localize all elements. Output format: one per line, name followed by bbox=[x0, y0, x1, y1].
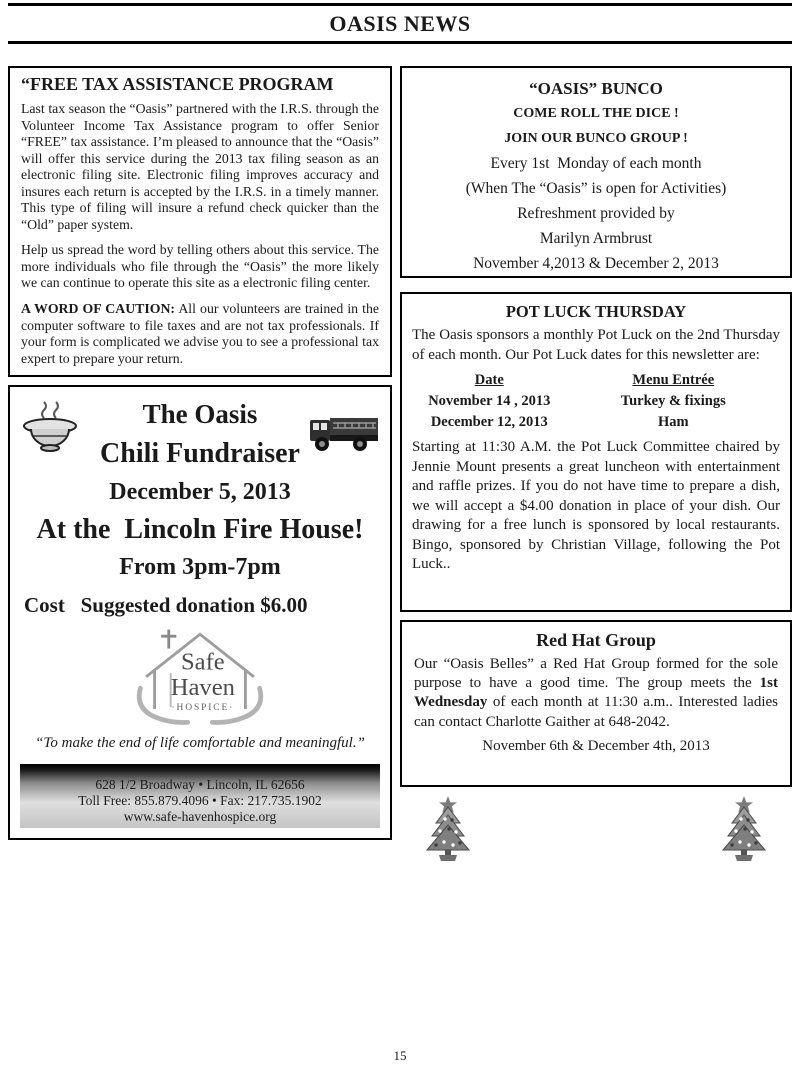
chili-fundraiser-ad bbox=[8, 385, 392, 840]
hospice-tagline: “To make the end of life comfortable and meaningful.” bbox=[35, 735, 365, 752]
potluck-menu-1: Turkey & fixings bbox=[620, 393, 726, 409]
logo-word-hospice: ·HOSPICE· bbox=[171, 703, 235, 714]
hospice-contact-band bbox=[20, 764, 380, 828]
potluck-body: Starting at 11:30 A.M. the Pot Luck Committee chaired by Jennie Mount presents a great luncheon with entertainment and raffle prizes. If you do not have time to prepare a dish, we will accept a $4.00 donation in place of your dish. Our drawing for a free lunch is sponsored by local restaurants. Bingo, sponsored by Christian Village, following the Pot Luck.. bbox=[412, 439, 780, 572]
safe-haven-logo bbox=[24, 622, 376, 733]
masthead bbox=[8, 3, 792, 44]
tree-decorations bbox=[400, 795, 792, 866]
bunco-line-host: Marilyn Armbrust bbox=[539, 230, 653, 247]
redhat-body-post: of each month at 11:30 a.m.. Interested ladies can contact Charlotte Gaither at 648-2042. bbox=[414, 694, 778, 730]
chili-line-title: Chili Fundraiser bbox=[100, 438, 300, 470]
potluck-date-2: December 12, 2013 bbox=[430, 414, 548, 430]
newsletter-title: OASIS NEWS bbox=[329, 11, 471, 36]
potluck-intro: The Oasis sponsors a monthly Pot Luck on the 2nd Thursday of each month. Our Pot Luck dates for this newsletter are: bbox=[412, 327, 780, 363]
tax-paragraph-1: Last tax season the “Oasis” partnered with the I.R.S. through the Volunteer Income Tax Assistance program to offer Senior “FREE” tax assistance. I’m pleased to announce that the “Oasis” will offer this service during the 2013 tax filing season as an electronic filing site. Electronic filing improves accuracy and insures each return is accepted by the I.R.S. in a timely manner. This type of filing will insure a refund check quicker than the “Old” paper system. bbox=[21, 101, 379, 232]
bunco-line-join: JOIN OUR BUNCO GROUP ! bbox=[504, 131, 688, 146]
redhat-body-pre: Our “Oasis Belles” a Red Hat Group formed for the sole purpose to have a good time. The group meets the bbox=[414, 656, 778, 692]
bunco-title: “OASIS” BUNCO bbox=[529, 79, 663, 98]
potluck-title: POT LUCK THURSDAY bbox=[505, 302, 687, 321]
tax-article-title: “FREE TAX ASSISTANCE PROGRAM bbox=[21, 74, 334, 94]
redhat-body-bold: 1st Wednesday bbox=[414, 675, 778, 711]
fire-truck-icon bbox=[308, 411, 380, 458]
bunco-line-monday: Every 1st Monday of each month bbox=[490, 155, 702, 172]
right-column bbox=[400, 66, 792, 866]
caution-text: All our volunteers are trained in the computer software to file taxes and are not tax professionals. If your form is complicated we advise you to see a professional tax expert to prepare your return. bbox=[21, 301, 379, 366]
redhat-title: Red Hat Group bbox=[536, 630, 656, 650]
potluck-table bbox=[412, 370, 780, 433]
redhat-dates: November 6th & December 4th, 2013 bbox=[482, 737, 710, 754]
page-number: 15 bbox=[393, 1048, 407, 1063]
bunco-line-dates: November 4,2013 & December 2, 2013 bbox=[473, 255, 719, 272]
chili-line-location: At the Lincoln Fire House! bbox=[36, 514, 364, 546]
chili-line-cost: Cost Suggested donation $6.00 bbox=[24, 593, 308, 618]
tax-caution-paragraph bbox=[21, 301, 379, 367]
christmas-tree-icon bbox=[718, 795, 770, 866]
chili-line-date: December 5, 2013 bbox=[109, 479, 291, 506]
logo-word-safe: Safe bbox=[180, 648, 225, 676]
redhat-article bbox=[400, 620, 792, 787]
bunco-line-refresh: Refreshment provided by bbox=[517, 205, 675, 222]
hospice-address: 628 1/2 Broadway • Lincoln, IL 62656 bbox=[95, 777, 305, 793]
potluck-menu-2: Ham bbox=[657, 414, 689, 430]
potluck-col-menu: Menu Entrée bbox=[632, 372, 715, 388]
logo-word-haven: Haven bbox=[170, 674, 235, 702]
potluck-article bbox=[400, 292, 792, 612]
left-column bbox=[8, 66, 392, 840]
caution-label: A WORD OF CAUTION: bbox=[21, 301, 176, 317]
hospice-phone-fax: Toll Free: 855.879.4096 • Fax: 217.735.1902 bbox=[78, 793, 322, 809]
chili-line-time: From 3pm-7pm bbox=[119, 554, 281, 581]
potluck-col-date: Date bbox=[474, 372, 504, 388]
bunco-article bbox=[400, 66, 792, 278]
soup-bowl-icon bbox=[22, 399, 80, 458]
redhat-body bbox=[414, 655, 778, 732]
tax-assistance-article bbox=[8, 66, 392, 377]
christmas-tree-icon bbox=[422, 795, 474, 866]
chili-line-oasis: The Oasis bbox=[142, 399, 258, 430]
potluck-date-1: November 14 , 2013 bbox=[428, 393, 551, 409]
tax-paragraph-2: Help us spread the word by telling others about this service. The more individuals who file through the “Oasis” the more likely we can continue to operate this site as a electronic filing center. bbox=[21, 242, 379, 291]
bunco-line-dice: COME ROLL THE DICE ! bbox=[513, 106, 679, 121]
hospice-website: www.safe-havenhospice.org bbox=[123, 809, 277, 825]
bunco-line-open: (When The “Oasis” is open for Activities) bbox=[465, 180, 727, 197]
